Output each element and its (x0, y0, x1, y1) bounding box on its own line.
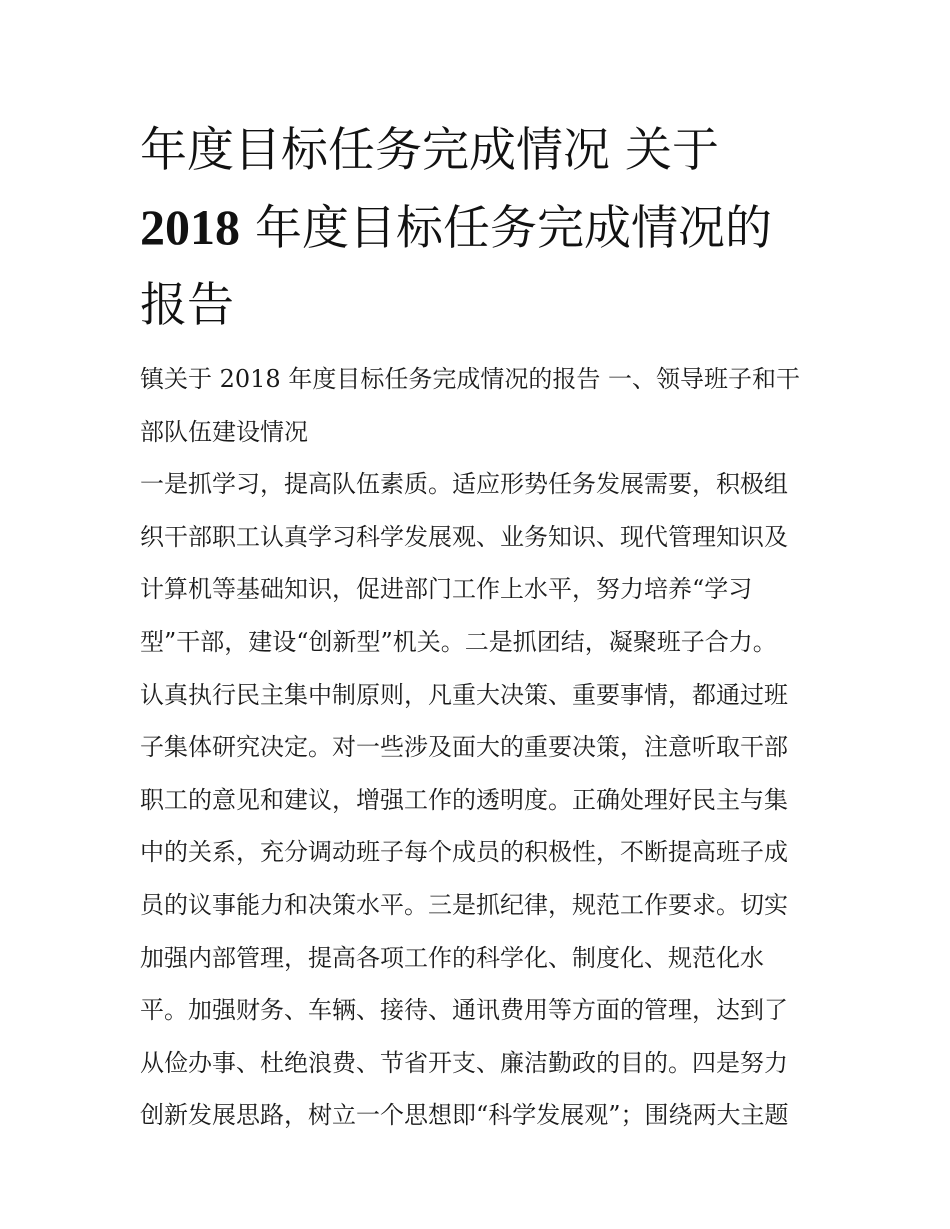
body-line: 从俭办事、杜绝浪费、节省开支、廉洁勤政的目的。四是努力 (140, 1048, 788, 1077)
body-line: 部队伍建设情况 (140, 417, 308, 446)
body-line: 计算机等基础知识，促进部门工作上水平，努力培养“学习 (140, 575, 753, 604)
body-line: 员的议事能力和决策水平。三是抓纪律，规范工作要求。切实 (140, 890, 788, 919)
title-line-2 (140, 189, 820, 267)
body-line: 平。加强财务、车辆、接待、通讯费用等方面的管理，达到了 (140, 996, 788, 1025)
body-line: 职工的意见和建议，增强工作的透明度。正确处理好民主与集 (140, 785, 788, 814)
body-line: 子集体研究决定。对一些涉及面大的重要决策，注意听取干部 (140, 733, 788, 762)
body-line: 一是抓学习，提高队伍素质。适应形势任务发展需要，积极组 (140, 470, 788, 499)
document-body (140, 353, 820, 1142)
body-line: 认真执行民主集中制原则，凡重大决策、重要事情，都通过班 (140, 680, 788, 709)
body-line: 镇关于 2018 年度目标任务完成情况的报告 一、领导班子和干 (140, 365, 800, 393)
document-title (140, 112, 820, 344)
body-line: 加强内部管理，提高各项工作的科学化、制度化、规范化水 (140, 943, 764, 972)
body-line: 织干部职工认真学习科学发展观、业务知识、现代管理知识及 (140, 522, 788, 551)
title-year: 2018 (140, 199, 240, 255)
body-line: 中的关系，充分调动班子每个成员的积极性，不断提高班子成 (140, 838, 788, 867)
body-line: 创新发展思路，树立一个思想即“科学发展观”；围绕两大主题 (140, 1101, 789, 1130)
body-line: 型”干部，建设“创新型”机关。二是抓团结，凝聚班子合力。 (140, 627, 777, 656)
title-line-3: 报告 (140, 278, 234, 333)
title-line-1: 年度目标任务完成情况 关于 (140, 123, 719, 178)
title-line-2-rest: 年度目标任务完成情况的 (240, 201, 772, 256)
